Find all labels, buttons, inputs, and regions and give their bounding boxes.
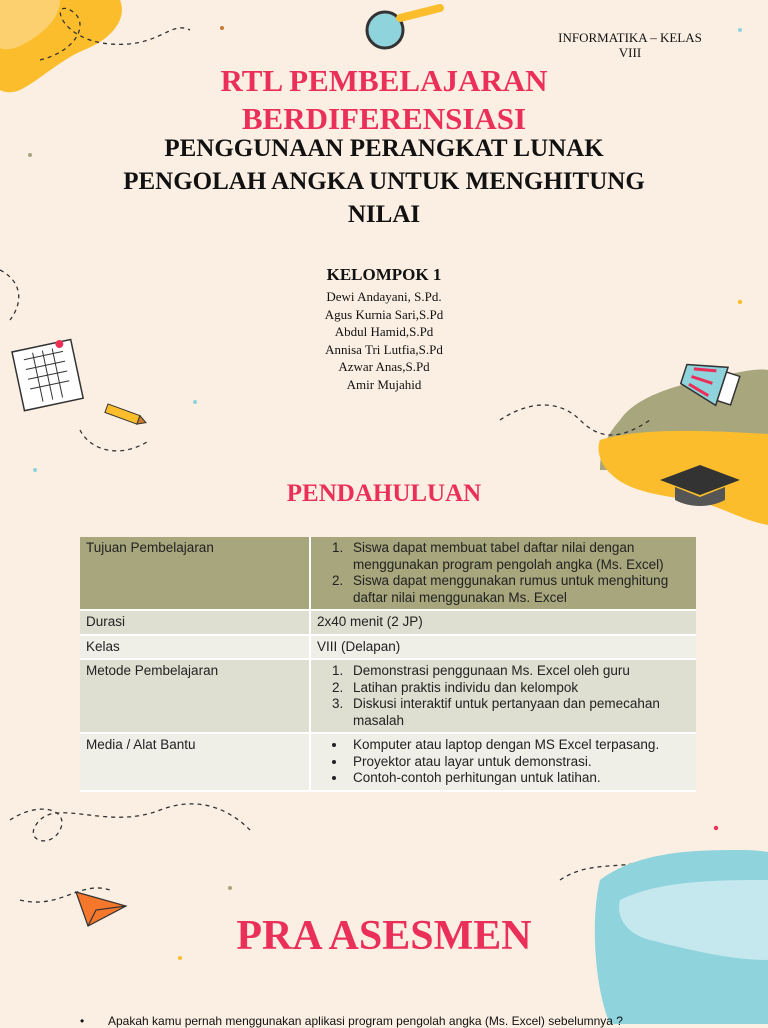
member-name: Abdul Hamid,S.Pd	[0, 323, 768, 341]
member-name: Azwar Anas,S.Pd	[0, 358, 768, 376]
crayon-icon	[105, 404, 148, 427]
class-line: VIII	[540, 45, 720, 60]
subtitle-line-1: PENGGUNAAN PERANGKAT LUNAK	[60, 132, 708, 165]
member-name: Agus Kurnia Sari,S.Pd	[0, 306, 768, 324]
row-label: Metode Pembelajaran	[80, 660, 311, 734]
member-name: Annisa Tri Lutfia,S.Pd	[0, 341, 768, 359]
dashed-path-left-3	[10, 804, 250, 841]
dashed-path-left-2	[80, 430, 150, 451]
confetti-dot	[193, 400, 197, 404]
confetti-dot	[220, 26, 224, 30]
list-item: 1. Demonstrasi penggunaan Ms. Excel oleh guru	[347, 663, 690, 680]
title-line-2: BERDIFERENSIASI	[0, 100, 768, 138]
media-list	[317, 737, 690, 787]
confetti-dot	[738, 28, 742, 32]
row-label: Durasi	[80, 611, 311, 636]
table-row	[80, 734, 696, 792]
table-row	[80, 636, 696, 661]
methods-list	[317, 663, 690, 729]
confetti-dot	[33, 468, 37, 472]
section-title-introduction: PENDAHULUAN	[0, 480, 768, 508]
list-item: 2. Latihan praktis individu dan kelompok	[347, 680, 690, 697]
table-row	[80, 537, 696, 611]
row-label: Kelas	[80, 636, 311, 661]
row-value	[311, 537, 696, 611]
row-label: Tujuan Pembelajaran	[80, 537, 311, 611]
member-list	[0, 288, 768, 393]
row-value: 2x40 menit (2 JP)	[311, 611, 696, 636]
page-subtitle	[60, 132, 708, 231]
subject-class-label	[540, 30, 720, 60]
magnifier-icon	[367, 8, 440, 48]
subject-line: INFORMATIKA – KELAS	[540, 30, 720, 45]
row-value	[311, 660, 696, 734]
subtitle-line-3: NILAI	[60, 198, 708, 231]
lesson-info-table	[80, 537, 696, 792]
bullet-icon: •	[80, 1014, 84, 1028]
title-line-1: RTL PEMBELAJARAN	[0, 62, 768, 100]
member-name: Dewi Andayani, S.Pd.	[0, 288, 768, 306]
list-item: 1. Siswa dapat membuat tabel daftar nilai dengan menggunakan program pengolah angka (Ms. Excel)	[347, 540, 690, 573]
confetti-dot	[28, 153, 32, 157]
list-item: 3. Diskusi interaktif untuk pertanyaan dan pemecahan masalah	[347, 696, 690, 729]
row-label: Media / Alat Bantu	[80, 734, 311, 792]
row-value	[311, 734, 696, 792]
group-title: KELOMPOK 1	[0, 265, 768, 285]
section-title-pre-assessment: PRA ASESMEN	[0, 912, 768, 960]
table-row	[80, 660, 696, 734]
objectives-list	[317, 540, 690, 606]
page-title	[0, 62, 768, 138]
table-row	[80, 611, 696, 636]
list-item: • Proyektor atau layar untuk demonstrasi.	[347, 754, 690, 771]
confetti-dot	[228, 886, 232, 890]
list-item: • Contoh-contoh perhitungan untuk latihan.	[347, 770, 690, 787]
row-value: VIII (Delapan)	[311, 636, 696, 661]
list-item: • Komputer atau laptop dengan MS Excel terpasang.	[347, 737, 690, 754]
question-text: Apakah kamu pernah menggunakan aplikasi program pengolah angka (Ms. Excel) sebelumnya ?	[108, 1014, 623, 1028]
subtitle-line-2: PENGOLAH ANGKA UNTUK MENGHITUNG	[60, 165, 708, 198]
confetti-dot	[714, 826, 718, 830]
member-name: Amir Mujahid	[0, 376, 768, 394]
list-item: 2. Siswa dapat menggunakan rumus untuk menghitung daftar nilai menggunakan Ms. Excel	[347, 573, 690, 606]
